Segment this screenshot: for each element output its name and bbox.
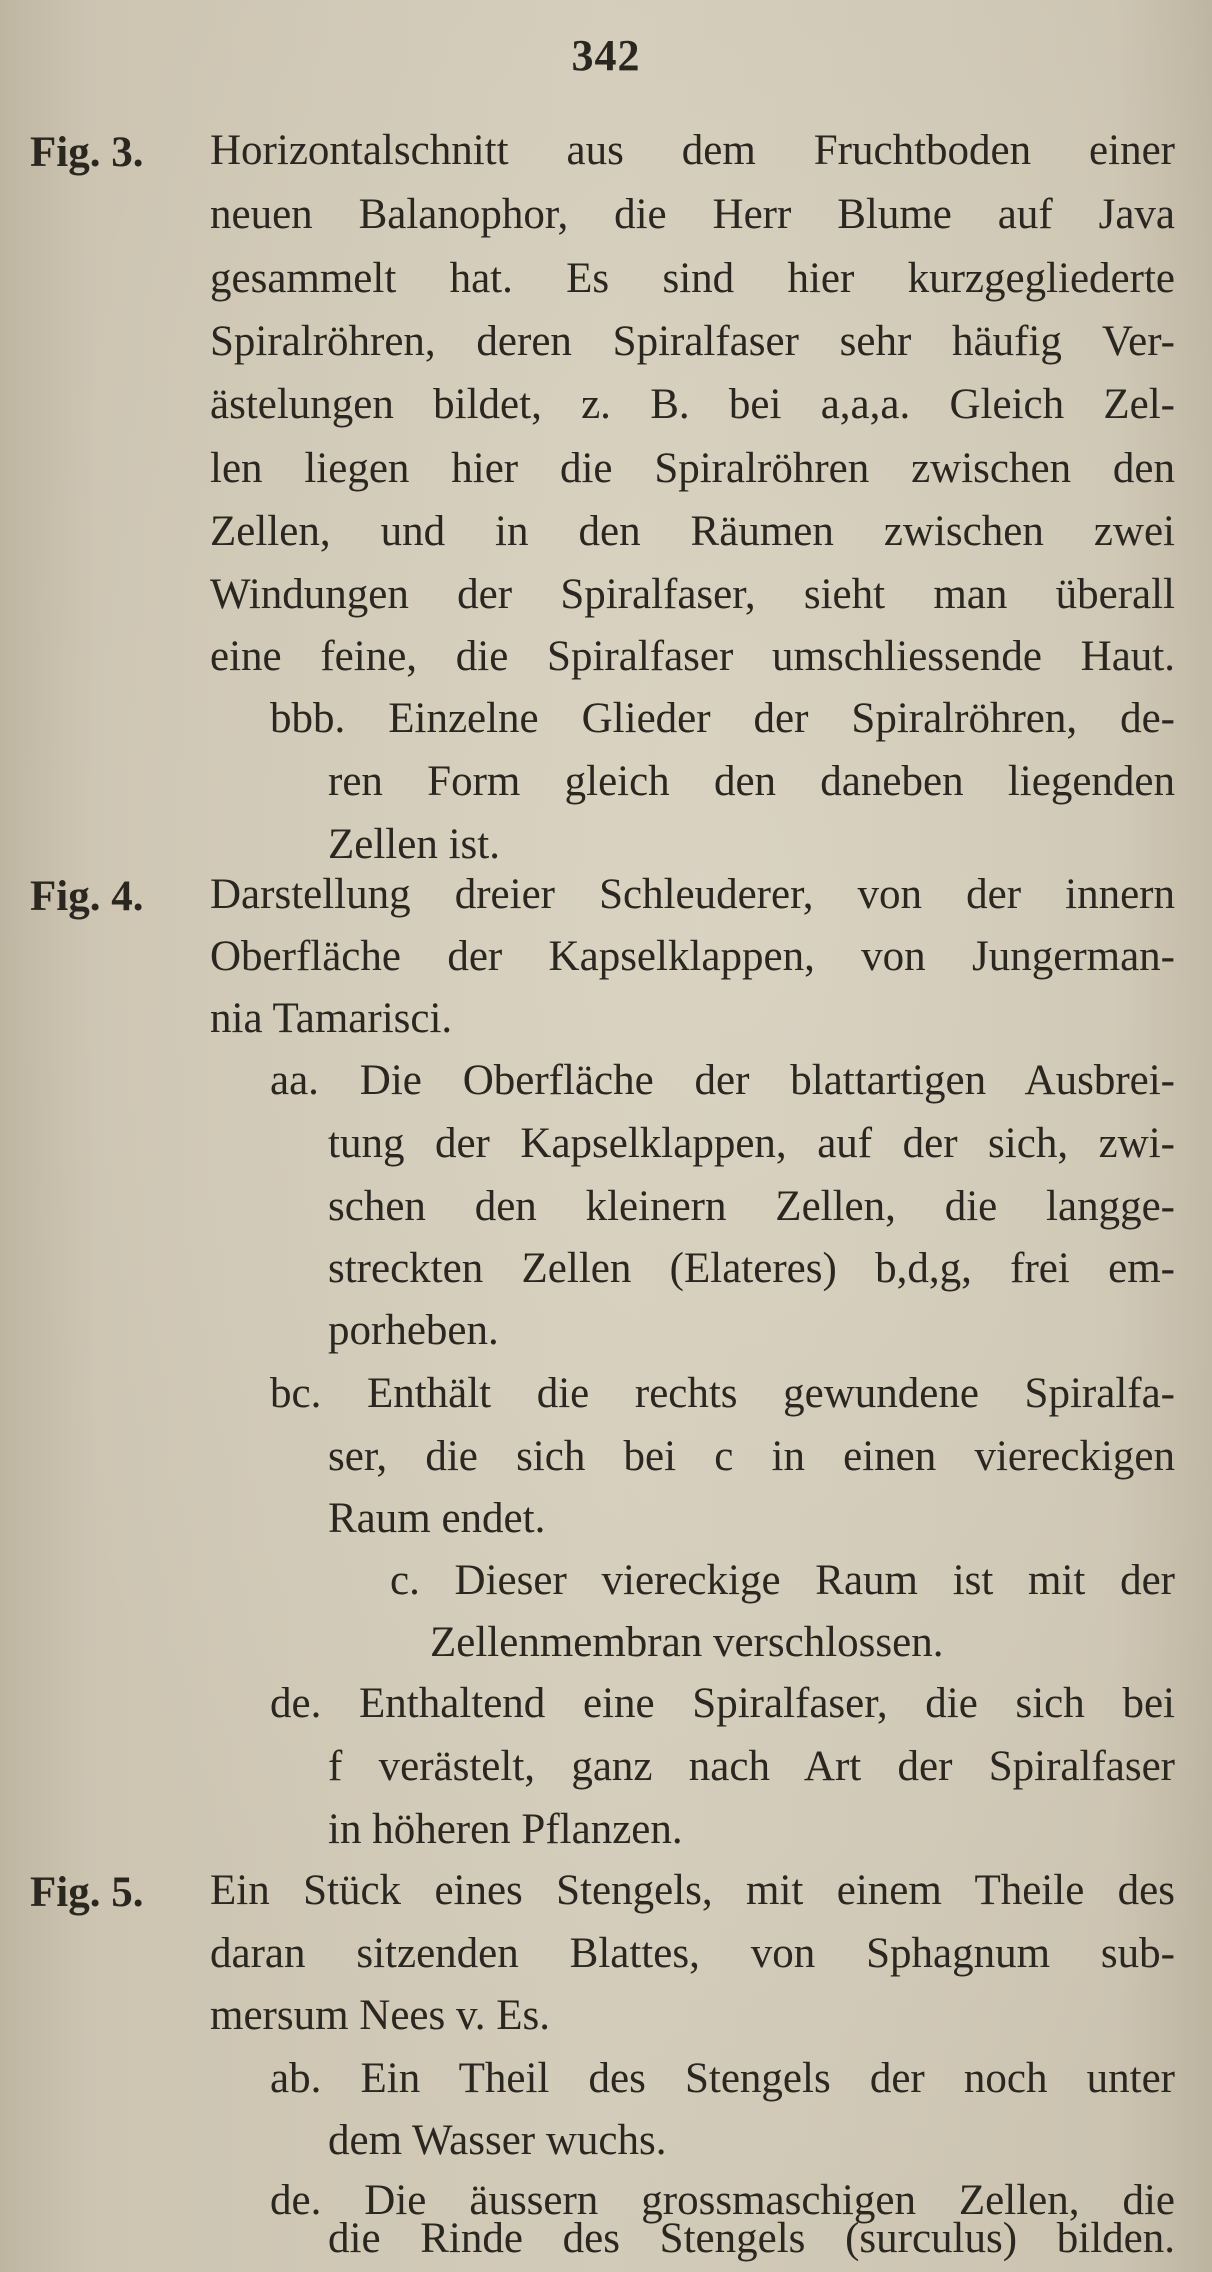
fig-4-item-aa: tung der Kapselklappen, auf der sich, zwi- (328, 1120, 1175, 1167)
fig-3-line: neuen Balanophor, die Herr Blume auf Java (210, 191, 1175, 238)
fig-5-item-ab: dem Wasser wuchs. (328, 2117, 667, 2164)
fig-3-line: Horizontalschnitt aus dem Fruchtboden einer (210, 127, 1175, 174)
fig-4-line: Darstellung dreier Schleuderer, von der innern (210, 871, 1175, 918)
fig-3-line: Spiralröhren, deren Spiralfaser sehr häufig Ver- (210, 318, 1175, 365)
fig-5-item-ab: ab. Ein Theil des Stengels der noch unter (270, 2055, 1175, 2102)
fig-3-line: eine feine, die Spiralfaser umschliessende Haut. (210, 633, 1175, 680)
fig-3-line: Windungen der Spiralfaser, sieht man überall (210, 571, 1175, 618)
fig-4-item-bc: ser, die sich bei c in einen viereckigen (328, 1433, 1175, 1480)
fig-4-item-c: c. Dieser viereckige Raum ist mit der (390, 1557, 1175, 1604)
fig-4-item-c: Zellenmembran verschlossen. (430, 1619, 944, 1666)
fig-4-item-bc: bc. Enthält die rechts gewundene Spiralfa- (270, 1370, 1175, 1417)
fig-4-item-aa: schen den kleinern Zellen, die langge- (328, 1183, 1175, 1230)
fig-4-item-bc: Raum endet. (328, 1495, 546, 1542)
fig-3-line: ästelungen bildet, z. B. bei a,a,a. Gleich Zel- (210, 381, 1175, 428)
fig-4-item-de: f verästelt, ganz nach Art der Spiralfaser (328, 1743, 1175, 1790)
fig-4-item-aa: porheben. (328, 1307, 499, 1354)
fig-5-item-de: die Rinde des Stengels (surculus) bilden. (328, 2215, 1175, 2262)
fig-5-line: mersum Nees v. Es. (210, 1992, 550, 2039)
fig-3-label: Fig. 3. (30, 129, 144, 176)
fig-3-line: gesammelt hat. Es sind hier kurzgegliederte (210, 255, 1175, 302)
fig-5-line: daran sitzenden Blattes, von Sphagnum sub- (210, 1930, 1175, 1977)
fig-3-item-bbb: bbb. Einzelne Glieder der Spiralröhren, de- (270, 695, 1175, 742)
fig-4-line: Oberfläche der Kapselklappen, von Jungerman- (210, 933, 1175, 980)
fig-5-item-de: de. Die äussern grossmaschigen Zellen, die (270, 2177, 1175, 2224)
fig-4-item-aa: aa. Die Oberfläche der blattartigen Ausbrei- (270, 1057, 1175, 1104)
fig-4-label: Fig. 4. (30, 873, 144, 920)
fig-4-line: nia Tamarisci. (210, 995, 453, 1042)
fig-3-line: Zellen, und in den Räumen zwischen zwei (210, 508, 1175, 555)
fig-4-item-aa: streckten Zellen (Elateres) b,d,g, frei em- (328, 1245, 1175, 1292)
fig-5-label: Fig. 5. (30, 1869, 144, 1916)
fig-5-line: Ein Stück eines Stengels, mit einem Theile des (210, 1867, 1175, 1914)
fig-4-item-de: de. Enthaltend eine Spiralfaser, die sich bei (270, 1680, 1175, 1727)
fig-4-item-de: in höheren Pflanzen. (328, 1806, 683, 1853)
fig-3-item-bbb: ren Form gleich den daneben liegenden (328, 758, 1175, 805)
fig-3-item-bbb: Zellen ist. (328, 821, 500, 868)
fig-3-line: len liegen hier die Spiralröhren zwischen den (210, 445, 1175, 492)
page-number: 342 (571, 31, 641, 80)
